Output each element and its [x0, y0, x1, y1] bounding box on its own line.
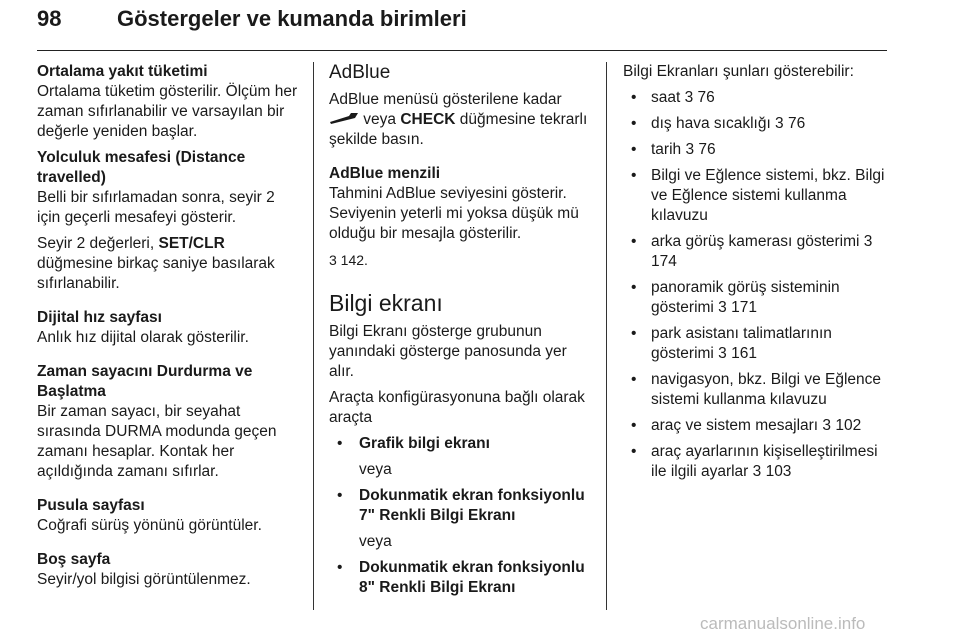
watermark: carmanualsonline.info	[700, 614, 866, 633]
paragraph: Bir zaman sayacı, bir seyahat sırasında DURMA modunda geçen zamanı hesaplar. Kontak her açıldığında zamanı sıfırlar.	[37, 403, 277, 480]
paragraph: Coğrafi sürüş yönünü görüntüler.	[37, 517, 262, 534]
section-heading-adblue: AdBlue	[329, 62, 391, 83]
column-divider-2	[606, 62, 607, 610]
section-heading: Ortalama yakıt tüketimi	[37, 63, 208, 80]
list-item-text: panoramik görüş sisteminin gösterimi 3 171	[651, 279, 840, 316]
column-3	[623, 62, 888, 488]
paragraph: Tahmini AdBlue seviyesini gösterir. Seviyenin yeterli mi yoksa düşük mü olduğu bir mesajla gösterilir.	[329, 185, 579, 243]
bullet-icon: •	[337, 487, 343, 505]
list-item	[623, 114, 888, 134]
paragraph: Ortalama tüketim gösterilir. Ölçüm her zaman sıfırlanabilir ve varsayılan bir değerle yeniden başlar.	[37, 83, 298, 140]
list-item	[623, 166, 888, 226]
display-options-list	[329, 486, 594, 526]
list-item-text: Bilgi ve Eğlence sistemi, bkz. Bilgi ve Eğlence sistemi kullanma kılavuzu	[651, 167, 885, 224]
or-text: veya	[359, 533, 392, 551]
list-item-text: saat 3 76	[651, 89, 715, 106]
info-display-list	[623, 88, 888, 482]
option-label: Dokunmatik ekran fonksiyonlu 7" Renkli Bilgi Ekranı	[359, 487, 585, 525]
page-number: 98	[37, 6, 62, 31]
running-title: Göstergeler ve kumanda birimleri	[117, 6, 467, 31]
list-item-text: arka görüş kamerası gösterimi 3 174	[651, 233, 873, 270]
section-heading: Pusula sayfası	[37, 497, 145, 514]
paragraph	[37, 234, 302, 294]
column-2	[329, 62, 594, 604]
list-item	[623, 442, 888, 482]
list-item	[623, 370, 888, 410]
section-heading: Zaman sayacını Durdurma ve Başlatma	[37, 363, 253, 400]
button-name-setclr: SET/CLR	[158, 235, 225, 252]
paragraph: Bilgi Ekranı gösterge grubunun yanındaki gösterge panosunda yer alır.	[329, 323, 567, 381]
list-item-text: tarih 3 76	[651, 141, 716, 158]
paragraph: Seyir/yol bilgisi görüntülenmez.	[37, 571, 251, 588]
list-item-text: araç ve sistem mesajları 3 102	[651, 417, 862, 434]
list-item-text: dış hava sıcaklığı 3 76	[651, 115, 806, 132]
paragraph: Bilgi Ekranları şunları gösterebilir:	[623, 63, 854, 80]
header-divider	[37, 50, 887, 51]
list-item-text: araç ayarlarının kişiselleştirilmesi ile ilgili ayarlar 3 103	[651, 443, 878, 480]
paragraph	[329, 90, 594, 150]
list-item-text: navigasyon, bkz. Bilgi ve Eğlence sistemi kullanma kılavuzu	[651, 371, 882, 408]
bullet-icon: •	[631, 417, 637, 434]
list-item	[623, 232, 888, 272]
column-1	[37, 62, 302, 596]
text-run: veya	[359, 111, 401, 129]
paragraph: Anlık hız dijital olarak gösterilir.	[37, 329, 249, 346]
text-run: Seyir 2 değerleri,	[37, 235, 159, 252]
bullet-icon: •	[631, 443, 637, 460]
option-label: Grafik bilgi ekranı	[359, 435, 490, 453]
list-item	[623, 278, 888, 318]
option-label: Dokunmatik ekran fonksiyonlu 8" Renkli Bilgi Ekranı	[359, 559, 585, 597]
list-item	[623, 140, 888, 160]
bullet-icon: •	[631, 167, 637, 184]
page-reference: 3 142.	[329, 252, 368, 269]
text-run: AdBlue menüsü gösterilene kadar	[329, 91, 562, 108]
list-item	[623, 88, 888, 108]
display-options-list	[329, 434, 594, 454]
button-name-check: CHECK	[400, 111, 456, 129]
display-options-list	[329, 558, 594, 598]
bullet-icon: •	[631, 325, 637, 342]
paragraph: Araçta konfigürasyonuna bağlı olarak araçta	[329, 389, 585, 427]
bullet-icon: •	[631, 233, 637, 250]
bullet-icon: •	[631, 279, 637, 296]
bullet-icon: •	[337, 435, 343, 453]
bullet-icon: •	[631, 371, 637, 388]
list-item-text: park asistanı talimatlarının gösterimi 3 161	[651, 325, 832, 362]
paragraph: Belli bir sıfırlamadan sonra, seyir 2 için geçerli mesafeyi gösterir.	[37, 189, 275, 226]
list-item	[329, 558, 594, 598]
section-heading: AdBlue menzili	[329, 165, 441, 183]
list-item	[623, 324, 888, 364]
text-run: düğmesine tekrarlı şekilde basın.	[329, 111, 588, 149]
section-heading: Dijital hız sayfası	[37, 309, 162, 326]
section-heading: Yolculuk mesafesi (Distance travelled)	[37, 149, 246, 186]
bullet-icon: •	[337, 559, 343, 577]
column-divider-1	[313, 62, 314, 610]
bullet-icon: •	[631, 141, 637, 158]
bullet-icon: •	[631, 89, 637, 106]
section-heading-info-display: Bilgi ekranı	[329, 290, 443, 317]
section-heading: Boş sayfa	[37, 551, 111, 568]
wrench-icon	[329, 110, 359, 130]
or-text: veya	[359, 461, 392, 479]
list-item	[329, 434, 594, 454]
bullet-icon: •	[631, 115, 637, 132]
list-item	[623, 416, 888, 436]
list-item	[329, 486, 594, 526]
text-run: düğmesine birkaç saniye basılarak sıfırlanabilir.	[37, 255, 275, 292]
page-header	[37, 6, 887, 44]
